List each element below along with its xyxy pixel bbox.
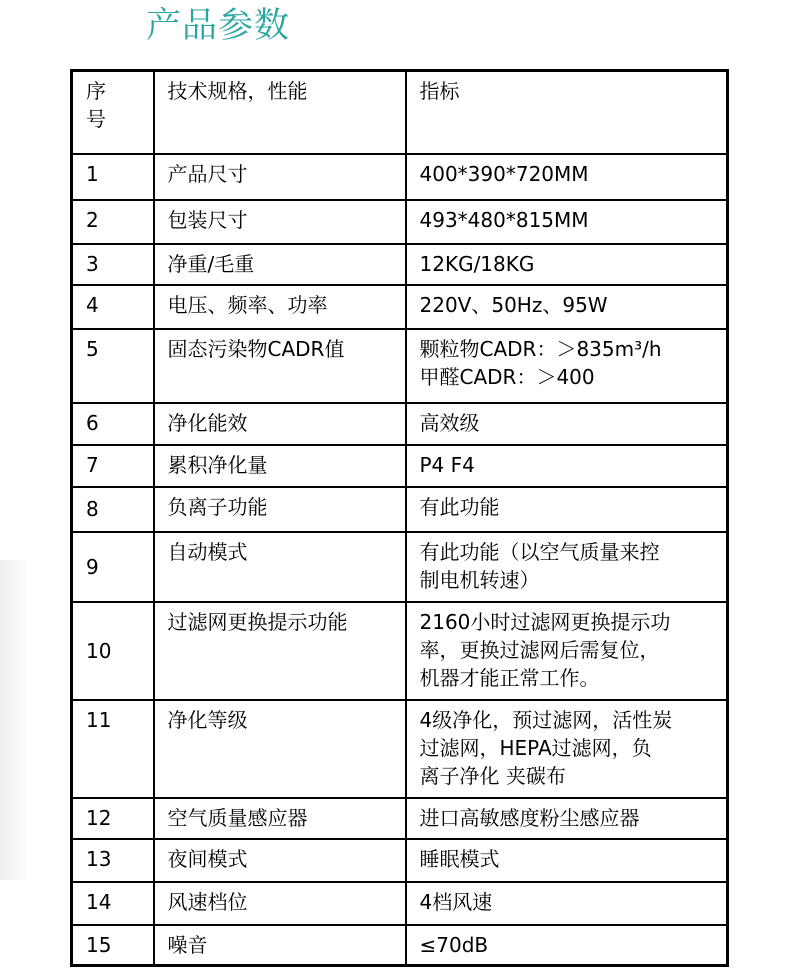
table-row [72, 925, 728, 966]
row-spec: 风速档位 [154, 882, 406, 925]
row-number: 6 [72, 403, 154, 445]
spec-table [70, 69, 729, 967]
header-no [72, 71, 154, 154]
table-row [72, 244, 728, 285]
row-value-line: 4级净化，预过滤网，活性炭 [419, 707, 673, 732]
row-value-line: 颗粒物CADR：＞835m³/h [419, 336, 662, 361]
row-value-line: 400*390*720MM [419, 161, 589, 186]
row-spec: 过滤网更换提示功能 [154, 602, 406, 700]
row-spec: 噪音 [154, 925, 406, 966]
table-row [72, 487, 728, 532]
row-value [406, 882, 728, 925]
row-number: 9 [72, 532, 154, 602]
row-value-line: 12KG/18KG [419, 251, 535, 276]
table-row [72, 532, 728, 602]
table-row [72, 700, 728, 798]
row-number: 11 [72, 700, 154, 798]
row-value [406, 200, 728, 244]
row-spec: 固态污染物CADR值 [154, 329, 406, 403]
row-number: 8 [72, 487, 154, 532]
table-row [72, 798, 728, 839]
row-number: 15 [72, 925, 154, 966]
row-spec: 负离子功能 [154, 487, 406, 532]
header-value: 指标 [406, 71, 728, 154]
table-header-row [72, 71, 728, 154]
row-value [406, 445, 728, 487]
row-value [406, 154, 728, 200]
row-number: 10 [72, 602, 154, 700]
header-no-line: 号 [86, 107, 106, 131]
row-number: 12 [72, 798, 154, 839]
row-value-line: 4档风速 [419, 889, 493, 914]
row-value-line: 进口高敏感度粉尘感应器 [419, 805, 640, 830]
row-value-line: 高效级 [419, 410, 480, 435]
row-value-line: 离子净化 夹碳布 [419, 763, 566, 788]
row-value [406, 285, 728, 329]
table-row [72, 403, 728, 445]
page-title: 产品参数 [146, 6, 291, 46]
table-row [72, 882, 728, 925]
row-spec: 空气质量感应器 [154, 798, 406, 839]
table-row [72, 602, 728, 700]
row-spec: 电压、频率、功率 [154, 285, 406, 329]
row-spec: 累积净化量 [154, 445, 406, 487]
row-value [406, 403, 728, 445]
header-spec: 技术规格，性能 [154, 71, 406, 154]
row-number: 4 [72, 285, 154, 329]
row-number: 1 [72, 154, 154, 200]
table-row [72, 445, 728, 487]
row-spec: 净化能效 [154, 403, 406, 445]
row-spec: 产品尺寸 [154, 154, 406, 200]
left-edge-shading [0, 560, 28, 880]
row-spec: 净化等级 [154, 700, 406, 798]
row-value-line: 过滤网，HEPA过滤网，负 [419, 735, 652, 760]
row-value-line: 甲醛CADR：＞400 [419, 364, 595, 389]
row-number: 7 [72, 445, 154, 487]
row-value-line: 有此功能（以空气质量来控 [419, 539, 660, 564]
row-value [406, 700, 728, 798]
row-value [406, 487, 728, 532]
row-value-line: 制电机转速） [419, 567, 540, 592]
row-value-line: P4 F4 [419, 452, 475, 477]
row-spec: 夜间模式 [154, 839, 406, 882]
row-value-line: ≤70dB [419, 932, 489, 957]
row-value-line: 率，更换过滤网后需复位， [419, 637, 660, 662]
row-spec: 自动模式 [154, 532, 406, 602]
row-value [406, 244, 728, 285]
row-spec: 包装尺寸 [154, 200, 406, 244]
table-row [72, 200, 728, 244]
row-value-line: 睡眠模式 [419, 846, 500, 871]
row-value [406, 532, 728, 602]
row-spec: 净重/毛重 [154, 244, 406, 285]
row-value-line: 机器才能正常工作。 [419, 665, 600, 690]
row-value [406, 839, 728, 882]
row-value-line: 220V、50Hz、95W [419, 292, 608, 317]
row-value [406, 798, 728, 839]
row-number: 2 [72, 200, 154, 244]
row-value [406, 925, 728, 966]
table-row [72, 285, 728, 329]
row-number: 14 [72, 882, 154, 925]
row-number: 13 [72, 839, 154, 882]
table-row [72, 154, 728, 200]
table-row [72, 839, 728, 882]
row-value-line: 493*480*815MM [419, 207, 589, 232]
header-no-line: 序 [86, 79, 106, 103]
row-number: 5 [72, 329, 154, 403]
row-value [406, 329, 728, 403]
row-value [406, 602, 728, 700]
row-number: 3 [72, 244, 154, 285]
table-row [72, 329, 728, 403]
row-value-line: 有此功能 [419, 494, 500, 519]
row-value-line: 2160小时过滤网更换提示功 [419, 609, 671, 634]
